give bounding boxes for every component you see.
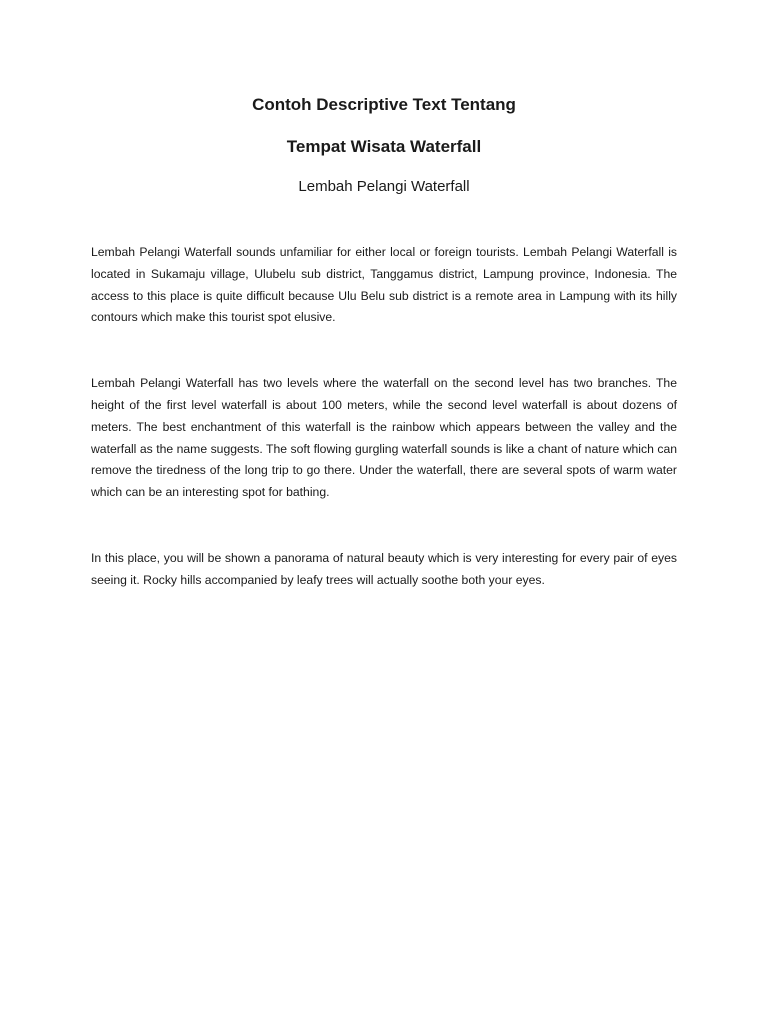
- paragraph-2: Lembah Pelangi Waterfall has two levels where the waterfall on the second level has two branches. The height of the first level waterfall is about 100 meters, while the second level waterfall is about dozens of meters. The best enchantment of this waterfall is the rainbow which appears between the valley and the waterfall as the name suggests. The soft flowing gurgling waterfall sounds is like a chant of nature which can remove the tiredness of the long trip to go there. Under the waterfall, there are several spots of warm water which can be an interesting spot for bathing.: [91, 376, 677, 500]
- paragraph-3: In this place, you will be shown a panorama of natural beauty which is very interesting for every pair of eyes seeing it. Rocky hills accompanied by leafy trees will actually soothe both your eyes.: [91, 550, 677, 587]
- document-title-line1: Contoh Descriptive Text Tentang: [252, 95, 516, 114]
- paragraph-1: Lembah Pelangi Waterfall sounds unfamiliar for either local or foreign tourists. Lembah Pelangi Waterfall is located in Sukamaju village, Ulubelu sub district, Tanggamus district, Lampung province, Indonesia. The access to this place is quite difficult because Ulu Belu sub district is a remote area in Lampung with its hilly contours which make this tourist spot elusive.: [91, 245, 677, 325]
- document-title-line2: Tempat Wisata Waterfall: [286, 137, 482, 156]
- document-subtitle: Lembah Pelangi Waterfall: [298, 178, 470, 195]
